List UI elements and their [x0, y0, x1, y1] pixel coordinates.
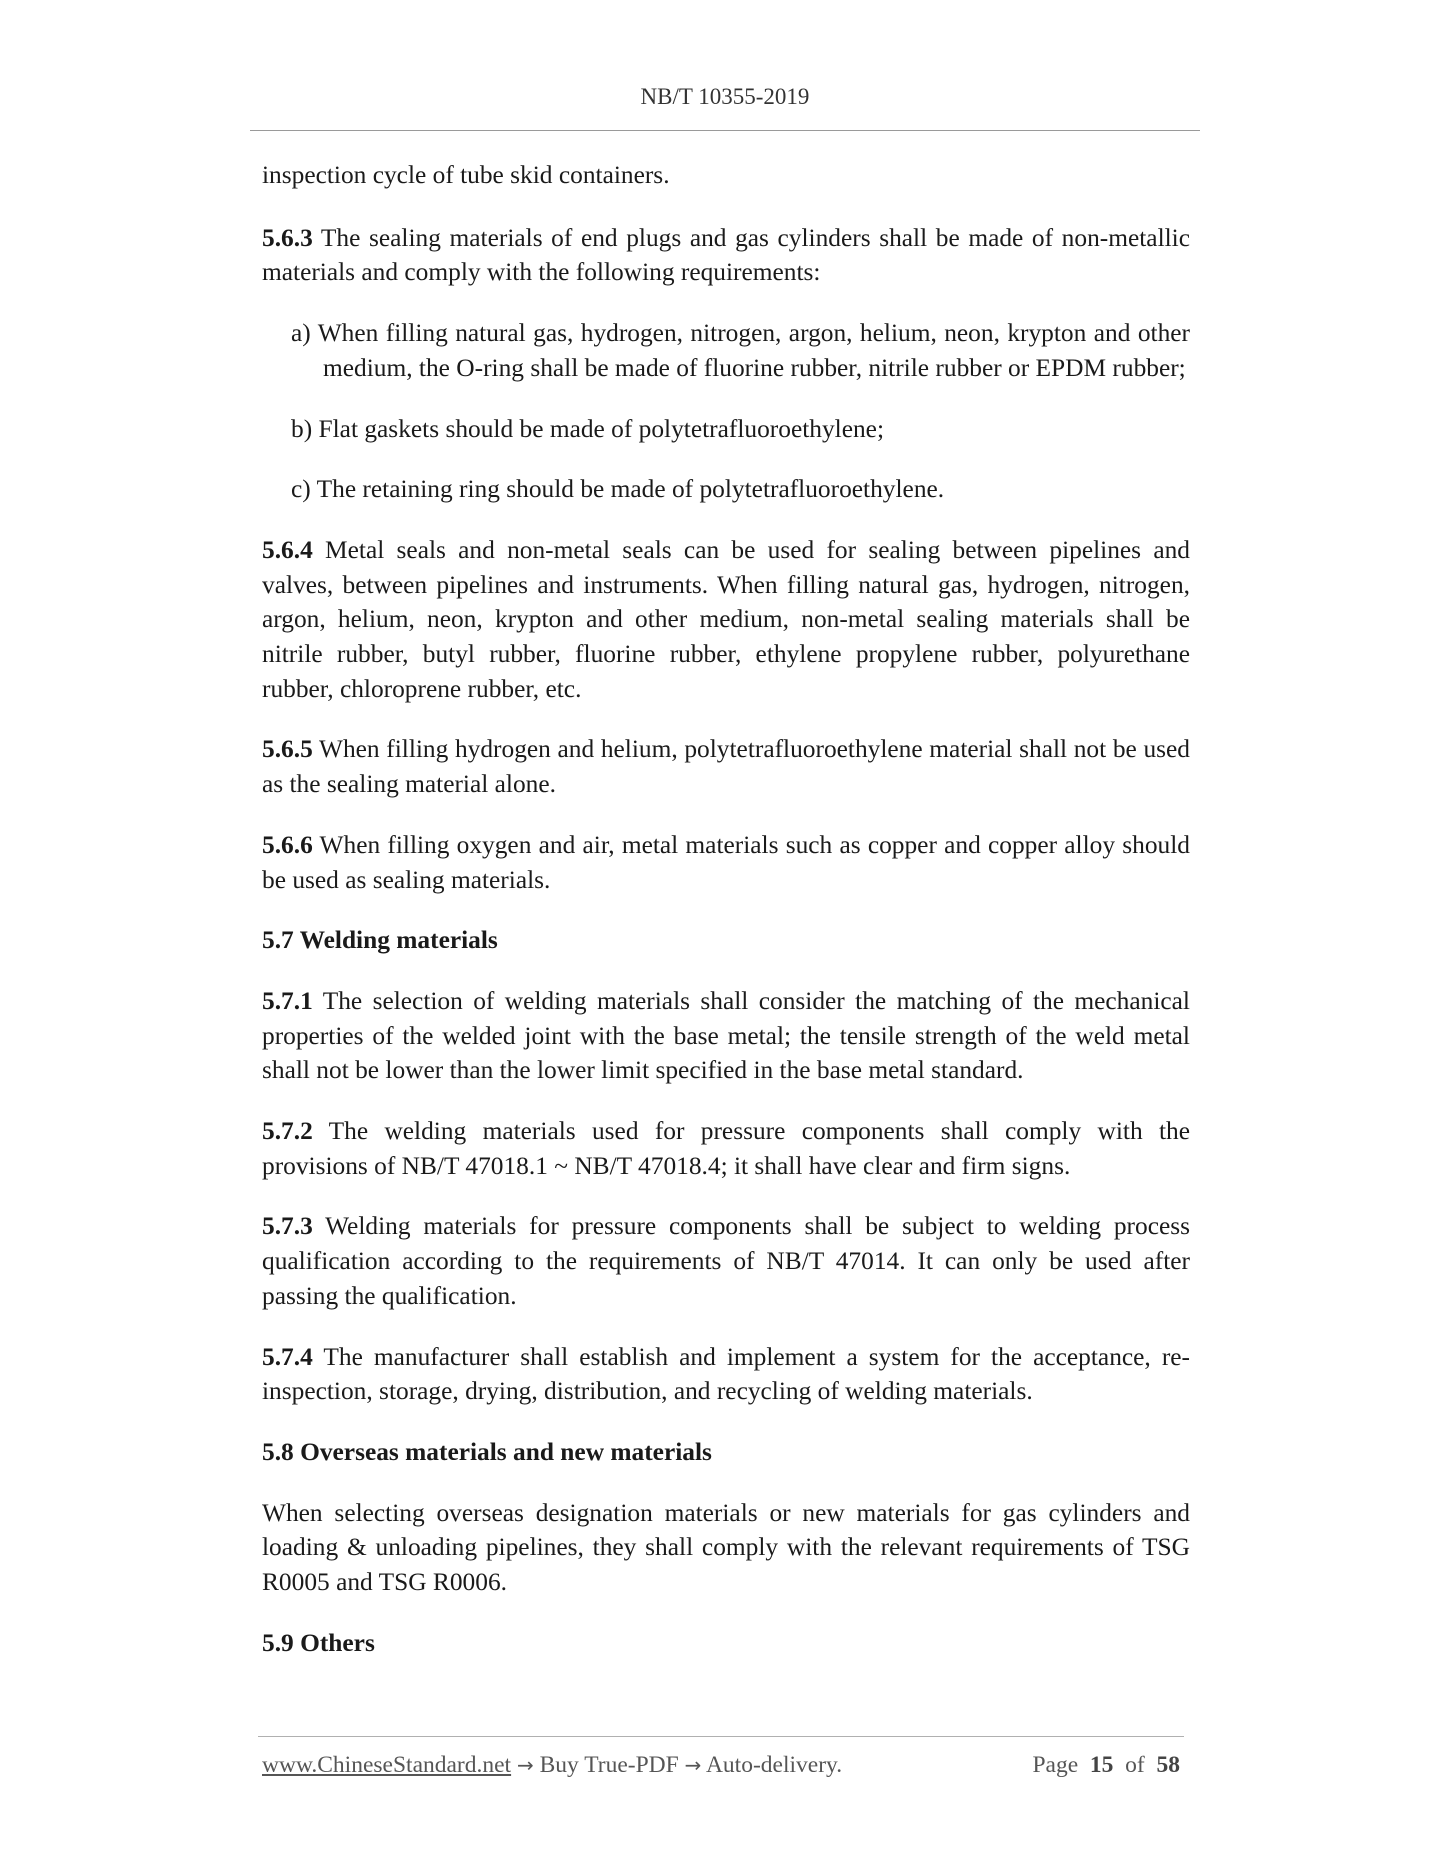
- clause-5-7-3: [262, 1209, 1190, 1313]
- paragraph: When selecting overseas designation materials or new materials for gas cylinders and loading & unloading pipelines, they shall comply with the relevant requirements of TSG R0005 and TSG R0006.: [262, 1498, 1190, 1597]
- clause-5-7-1: [262, 984, 1190, 1088]
- clause-number: 5.6.3: [262, 223, 313, 252]
- footer-divider: [258, 1736, 1184, 1737]
- list-item-c: c) The retaining ring should be made of polytetrafluoroethylene.: [291, 475, 945, 504]
- buy-pdf-text: Buy True-PDF: [539, 1752, 679, 1778]
- clause-5-6-4: [262, 533, 1190, 707]
- document-code-header: NB/T 10355-2019: [640, 84, 810, 109]
- section-heading-5-7: 5.7 Welding materials: [262, 926, 498, 955]
- page-content: [262, 158, 1190, 1687]
- site-link[interactable]: www.ChineseStandard.net: [262, 1752, 512, 1778]
- page-footer: [262, 1752, 1180, 1779]
- current-page-number: 15: [1089, 1752, 1114, 1778]
- section-heading-5-9: 5.9 Others: [262, 1628, 375, 1657]
- total-pages-number: 58: [1156, 1752, 1180, 1778]
- clause-number: 5.7.4: [262, 1342, 313, 1371]
- clause-number: 5.7.3: [262, 1212, 313, 1241]
- arrow-right-icon: →: [684, 1753, 702, 1777]
- clause-text: The welding materials used for pressure components shall comply with the provisions of NB/T 47018.1 ~ NB/T 47018.4; it shall have clear and firm signs.: [262, 1117, 1190, 1180]
- paragraph: inspection cycle of tube skid containers.: [262, 161, 670, 189]
- clause-text: When filling oxygen and air, metal materials such as copper and copper alloy should be used as sealing materials.: [262, 830, 1190, 894]
- page-indicator: [1032, 1752, 1180, 1779]
- clause-text: Welding materials for pressure components shall be subject to welding process qualification according to the requirements of NB/T 47014. It can only be used after passing the qualification.: [262, 1212, 1190, 1310]
- page-label: Page: [1032, 1752, 1079, 1778]
- clause-text: When filling hydrogen and helium, polytetrafluoroethylene material shall not be used as the sealing material alone.: [262, 735, 1190, 799]
- clause-number: 5.6.4: [262, 535, 313, 564]
- clause-5-7-4: [262, 1340, 1190, 1409]
- clause-5-7-2: [262, 1114, 1190, 1183]
- arrow-right-icon: →: [516, 1753, 534, 1777]
- clause-5-6-3: [262, 221, 1190, 290]
- list-item-a: a) When filling natural gas, hydrogen, nitrogen, argon, helium, neon, krypton and other medium, the O-ring shall be made of fluorine rubber, nitrile rubber or EPDM rubber;: [291, 319, 1190, 382]
- clause-5-6-5: [262, 732, 1190, 801]
- clause-number: 5.6.5: [262, 735, 313, 764]
- clause-text: The sealing materials of end plugs and gas cylinders shall be made of non-metallic materials and comply with the following requirements:: [262, 223, 1190, 287]
- list-item-b: b) Flat gaskets should be made of polytetrafluoroethylene;: [291, 414, 884, 443]
- section-heading-5-8: 5.8 Overseas materials and new materials: [262, 1437, 712, 1466]
- auto-delivery-text: Auto-delivery.: [705, 1752, 843, 1778]
- clause-text: Metal seals and non-metal seals can be used for sealing between pipelines and valves, between pipelines and instruments. When filling natural gas, hydrogen, nitrogen, argon, helium, neon, krypton and other medium, non-metal sealing materials shall be nitrile rubber, butyl rubber, fluorine rubber, ethylene propylene rubber, polyurethane rubber, chloroprene rubber, etc.: [262, 535, 1190, 703]
- header-divider: [250, 130, 1200, 131]
- clause-text: The selection of welding materials shall consider the matching of the mechanical properties of the welded joint with the base metal; the tensile strength of the weld metal shall not be lower than the lower limit specified in the base metal standard.: [262, 986, 1190, 1085]
- clause-text: The manufacturer shall establish and implement a system for the acceptance, re-inspection, storage, drying, distribution, and recycling of welding materials.: [262, 1342, 1190, 1406]
- of-label: of: [1125, 1752, 1145, 1778]
- clause-number: 5.6.6: [262, 830, 313, 859]
- clause-number: 5.7.1: [262, 986, 313, 1015]
- clause-number: 5.7.2: [262, 1117, 313, 1146]
- clause-5-6-6: [262, 828, 1190, 897]
